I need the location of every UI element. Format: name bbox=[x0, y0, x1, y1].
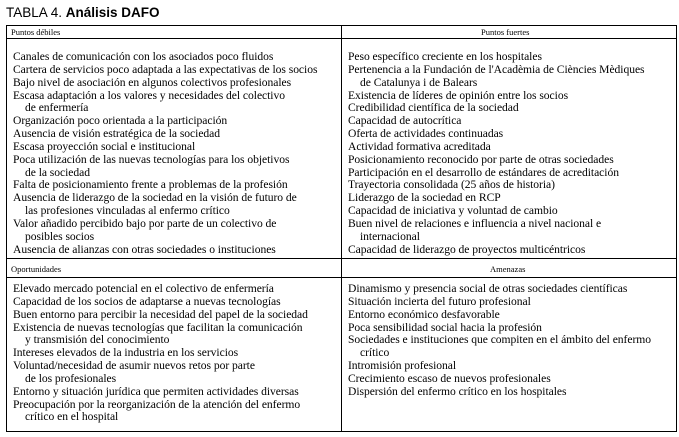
strengths-item: Trayectoria consolidada (25 años de historia) bbox=[348, 178, 555, 192]
weaknesses-item: Ausencia de alianzas con otras sociedades o instituciones bbox=[13, 242, 276, 256]
weaknesses-item: Escasa proyección social e institucional bbox=[13, 139, 196, 153]
table-title-main: Análisis DAFO bbox=[65, 5, 160, 20]
threats-header: Amenazas bbox=[490, 264, 526, 274]
dafo-table bbox=[6, 25, 677, 432]
table-title-prefix: TABLA 4. bbox=[6, 5, 66, 20]
opportunities-item: Voluntad/necesidad de asumir nuevos retos por parte de los profesionales bbox=[13, 359, 255, 385]
top-header-rule bbox=[6, 38, 677, 39]
weaknesses-item: Ausencia de liderazgo de la sociedad en la visión de futuro de las profesiones vinculadas al enfermo crítico bbox=[13, 191, 297, 218]
weaknesses-item: Canales de comunicación con los asociados poco fluidos bbox=[13, 50, 274, 63]
threats-list bbox=[348, 283, 674, 399]
strengths-item: Participación en el desarrollo de estándares de acreditación bbox=[348, 165, 619, 179]
threats-item: Dinamismo y presencia social de otras sociedades científicas bbox=[348, 282, 628, 295]
weaknesses-item: Organización poco orientada a la participación bbox=[13, 114, 228, 128]
threats-item: Intromisión profesional bbox=[348, 359, 457, 373]
strengths-item: Posicionamiento reconocido por parte de otras sociedades bbox=[348, 152, 614, 166]
bottom-header-rule bbox=[6, 277, 677, 278]
strengths-item: Credibilidad científica de la sociedad bbox=[348, 101, 519, 115]
row-divider bbox=[6, 258, 677, 259]
threats-item: Situación incierta del futuro profesional bbox=[348, 294, 531, 308]
strengths-item: Capacidad de autocrítica bbox=[348, 114, 462, 128]
weaknesses-item: Cartera de servicios poco adaptada a las expectativas de los socios bbox=[13, 62, 318, 76]
weaknesses-item: Valor añadido percibido bajo por parte de un colectivo de posibles socios bbox=[13, 216, 277, 243]
column-divider bbox=[341, 25, 342, 432]
opportunities-item: Capacidad de los socios de adaptarse a nuevas tecnologías bbox=[13, 294, 281, 308]
strengths-item: Buen nivel de relaciones e influencia a nivel nacional e internacional bbox=[348, 216, 602, 243]
table-border-left bbox=[6, 25, 7, 432]
threats-item: Poca sensibilidad social hacia la profesión bbox=[348, 320, 542, 334]
threats-item: Crecimiento escaso de nuevos profesionales bbox=[348, 371, 551, 385]
table-title bbox=[6, 4, 160, 22]
weaknesses-header: Puntos débiles bbox=[11, 27, 61, 37]
strengths-item: Capacidad de iniciativa y voluntad de cambio bbox=[348, 204, 558, 218]
opportunities-item: Intereses elevados de la industria en los servicios bbox=[13, 346, 239, 360]
weaknesses-item: Poca utilización de las nuevas tecnologías para los objetivos de la sociedad bbox=[13, 152, 290, 179]
threats-item: Entorno económico desfavorable bbox=[348, 307, 500, 321]
weaknesses-item: Ausencia de visión estratégica de la sociedad bbox=[13, 127, 220, 141]
strengths-list bbox=[348, 51, 674, 257]
weaknesses-list bbox=[13, 51, 339, 257]
weaknesses-item: Falta de posicionamiento frente a problemas de la profesión bbox=[13, 178, 288, 192]
opportunities-item: Buen entorno para percibir la necesidad del papel de la sociedad bbox=[13, 307, 308, 321]
strengths-item: Peso específico creciente en los hospitales bbox=[348, 50, 542, 63]
opportunities-item: Preocupación por la reorganización de la atención del enfermo crítico en el hospital bbox=[13, 397, 301, 424]
weaknesses-item: Bajo nivel de asociación en algunos colectivos profesionales bbox=[13, 75, 292, 89]
threats-item: Dispersión del enfermo crítico en los hospitales bbox=[348, 384, 567, 398]
table-border-right bbox=[676, 25, 677, 432]
strengths-item: Actividad formativa acreditada bbox=[348, 139, 491, 153]
strengths-item: Oferta de actividades continuadas bbox=[348, 127, 504, 141]
opportunities-item: Entorno y situación jurídica que permiten actividades diversas bbox=[13, 384, 299, 398]
opportunities-item: Elevado mercado potencial en el colectivo de enfermería bbox=[13, 282, 274, 295]
strengths-item: Existencia de líderes de opinión entre los socios bbox=[348, 88, 569, 102]
strengths-item: Capacidad de liderazgo de proyectos multicéntricos bbox=[348, 242, 586, 256]
strengths-header: Puntos fuertes bbox=[481, 27, 530, 37]
threats-item: Sociedades e instituciones que compiten en el ámbito del enfermo crítico bbox=[348, 333, 651, 360]
opportunities-header: Oportunidades bbox=[11, 264, 62, 274]
strengths-item: Pertenencia a la Fundación de l'Acadèmia de Ciències Mèdiques de Catalunya i de Balears bbox=[348, 62, 645, 89]
opportunities-item: Existencia de nuevas tecnologías que facilitan la comunicación y transmisión del conocimiento bbox=[13, 320, 303, 347]
strengths-item: Liderazgo de la sociedad en RCP bbox=[348, 191, 501, 205]
weaknesses-item: Escasa adaptación a los valores y necesidades del colectivo de enfermería bbox=[13, 88, 285, 115]
opportunities-list bbox=[13, 283, 339, 424]
